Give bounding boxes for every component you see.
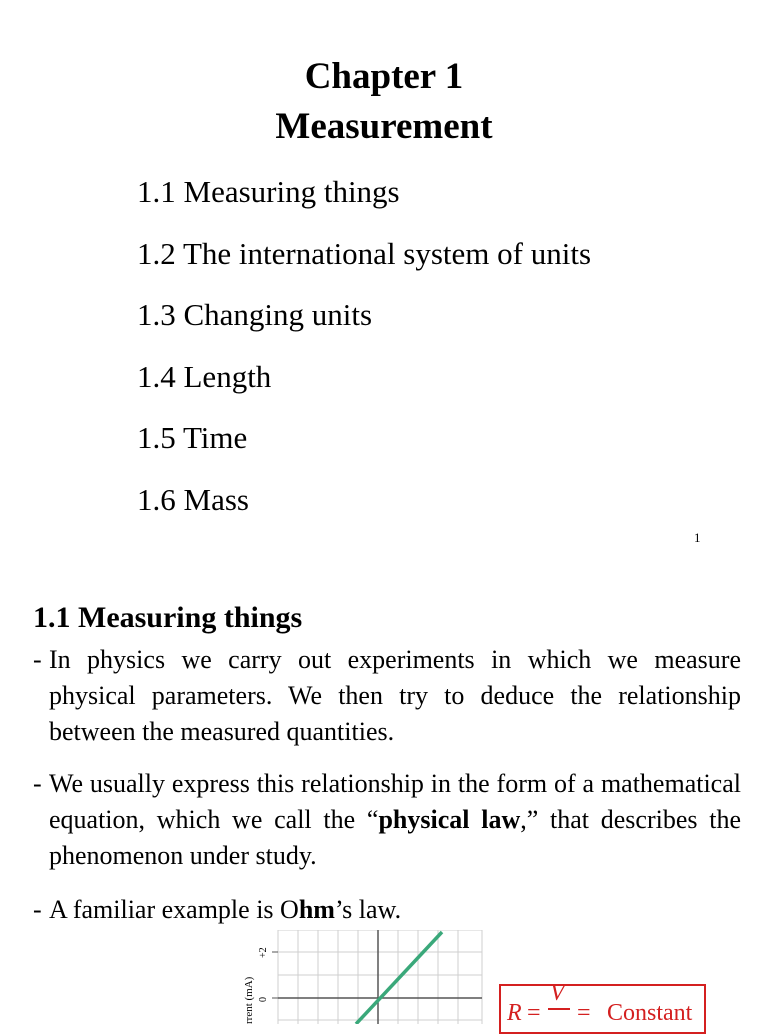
formula-constant: Constant	[607, 1000, 693, 1026]
chapter-number: Chapter 1	[304, 56, 464, 97]
bullet-text-part: We usually express this relationship in the form of a mathematical equation, which we call the “	[49, 769, 741, 834]
formula-resistance: R	[507, 1000, 522, 1026]
ohms-law-formula	[499, 984, 706, 1034]
physical-law-term: physical law	[378, 805, 521, 834]
tick-label-plus2: +2	[258, 947, 269, 958]
bullet-paragraph	[33, 892, 741, 928]
bullet-text: In physics we carry out experiments in which we measure physical parameters. We then try to deduce the relationship between the measured quantities.	[49, 645, 741, 746]
ohms-law-graph	[236, 930, 486, 1024]
bullet-dash: -	[33, 645, 42, 674]
chapter-title	[0, 52, 768, 152]
y-axis-label: rrent (mA)	[243, 976, 255, 1024]
graph-grid	[278, 930, 482, 1024]
bullet-text-part: ,” that describes the phenomenon under study.	[49, 805, 742, 870]
bullet-text	[49, 892, 741, 928]
current-voltage-line	[356, 932, 442, 1024]
bullet-paragraph	[33, 642, 741, 750]
formula-equals: =	[527, 1000, 541, 1026]
section-heading: 1.1 Measuring things	[33, 601, 303, 634]
bullet-dash: -	[33, 895, 42, 924]
formula-equals: =	[577, 1000, 591, 1026]
content-slide	[0, 560, 768, 1024]
page-number: 1	[694, 530, 701, 545]
toc-item: 1.4 Length	[137, 358, 272, 394]
bullet-paragraph	[33, 766, 741, 874]
formula-voltage: V	[550, 984, 565, 1006]
bullet-dash: -	[33, 769, 42, 798]
toc-item: 1.6 Mass	[137, 481, 249, 517]
fraction-bar	[548, 1008, 570, 1010]
toc-item: 1.5 Time	[137, 420, 248, 455]
bullet-text-part: ’s law.	[334, 895, 402, 924]
bullet-text	[49, 766, 741, 874]
ohm-emphasis: hm	[298, 895, 335, 924]
toc-item: 1.1 Measuring things	[137, 174, 400, 209]
toc-item: 1.2 The international system of units	[137, 235, 592, 271]
bullet-text-part: A familiar example is O	[49, 895, 299, 924]
tick-label-zero: 0	[258, 997, 269, 1002]
toc-item: 1.3 Changing units	[137, 297, 373, 332]
chapter-name: Measurement	[275, 106, 493, 147]
table-of-contents	[137, 170, 591, 539]
